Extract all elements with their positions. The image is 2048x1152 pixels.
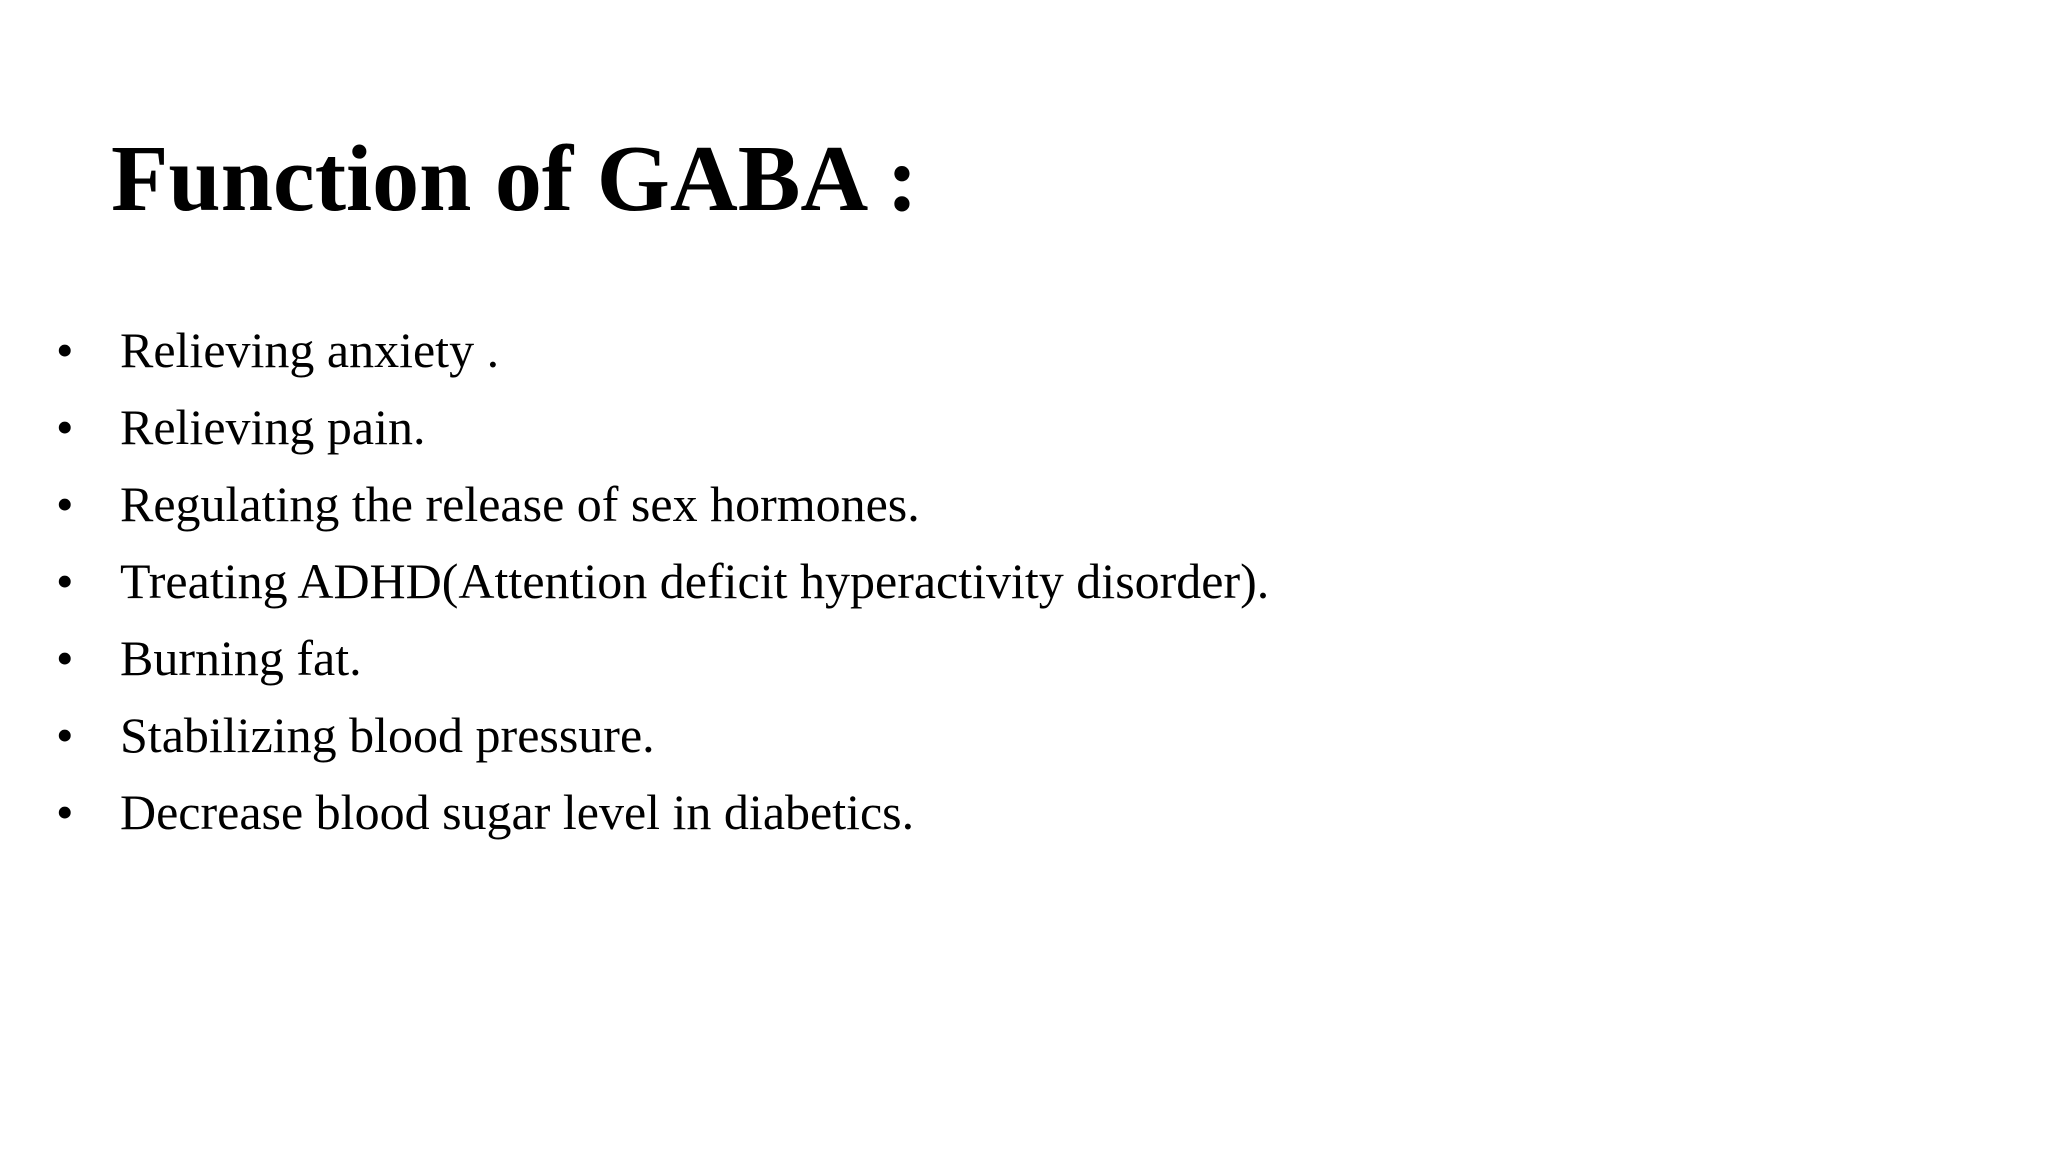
bullet-icon: • (56, 784, 74, 840)
bullet-icon: • (56, 399, 74, 455)
list-item (56, 774, 1269, 851)
bullet-icon: • (56, 476, 74, 532)
list-item-text: Relieving pain. (120, 399, 426, 455)
list-item-text: Relieving anxiety . (120, 322, 500, 378)
list-item (56, 697, 1269, 774)
bullet-icon: • (56, 322, 74, 378)
list-item (56, 466, 1269, 543)
bullet-icon: • (56, 630, 74, 686)
list-item (56, 312, 1269, 389)
list-item (56, 620, 1269, 697)
bullet-icon: • (56, 553, 74, 609)
list-item-text: Stabilizing blood pressure. (120, 707, 655, 763)
slide-title: Function of GABA : (111, 127, 918, 231)
list-item-text: Decrease blood sugar level in diabetics. (120, 784, 915, 840)
bullet-list (56, 312, 1269, 851)
list-item (56, 389, 1269, 466)
list-item (56, 543, 1269, 620)
bullet-icon: • (56, 707, 74, 763)
list-item-text: Regulating the release of sex hormones. (120, 476, 920, 532)
list-item-text: Treating ADHD(Attention deficit hyperactivity disorder). (120, 553, 1270, 609)
list-item-text: Burning fat. (120, 630, 362, 686)
